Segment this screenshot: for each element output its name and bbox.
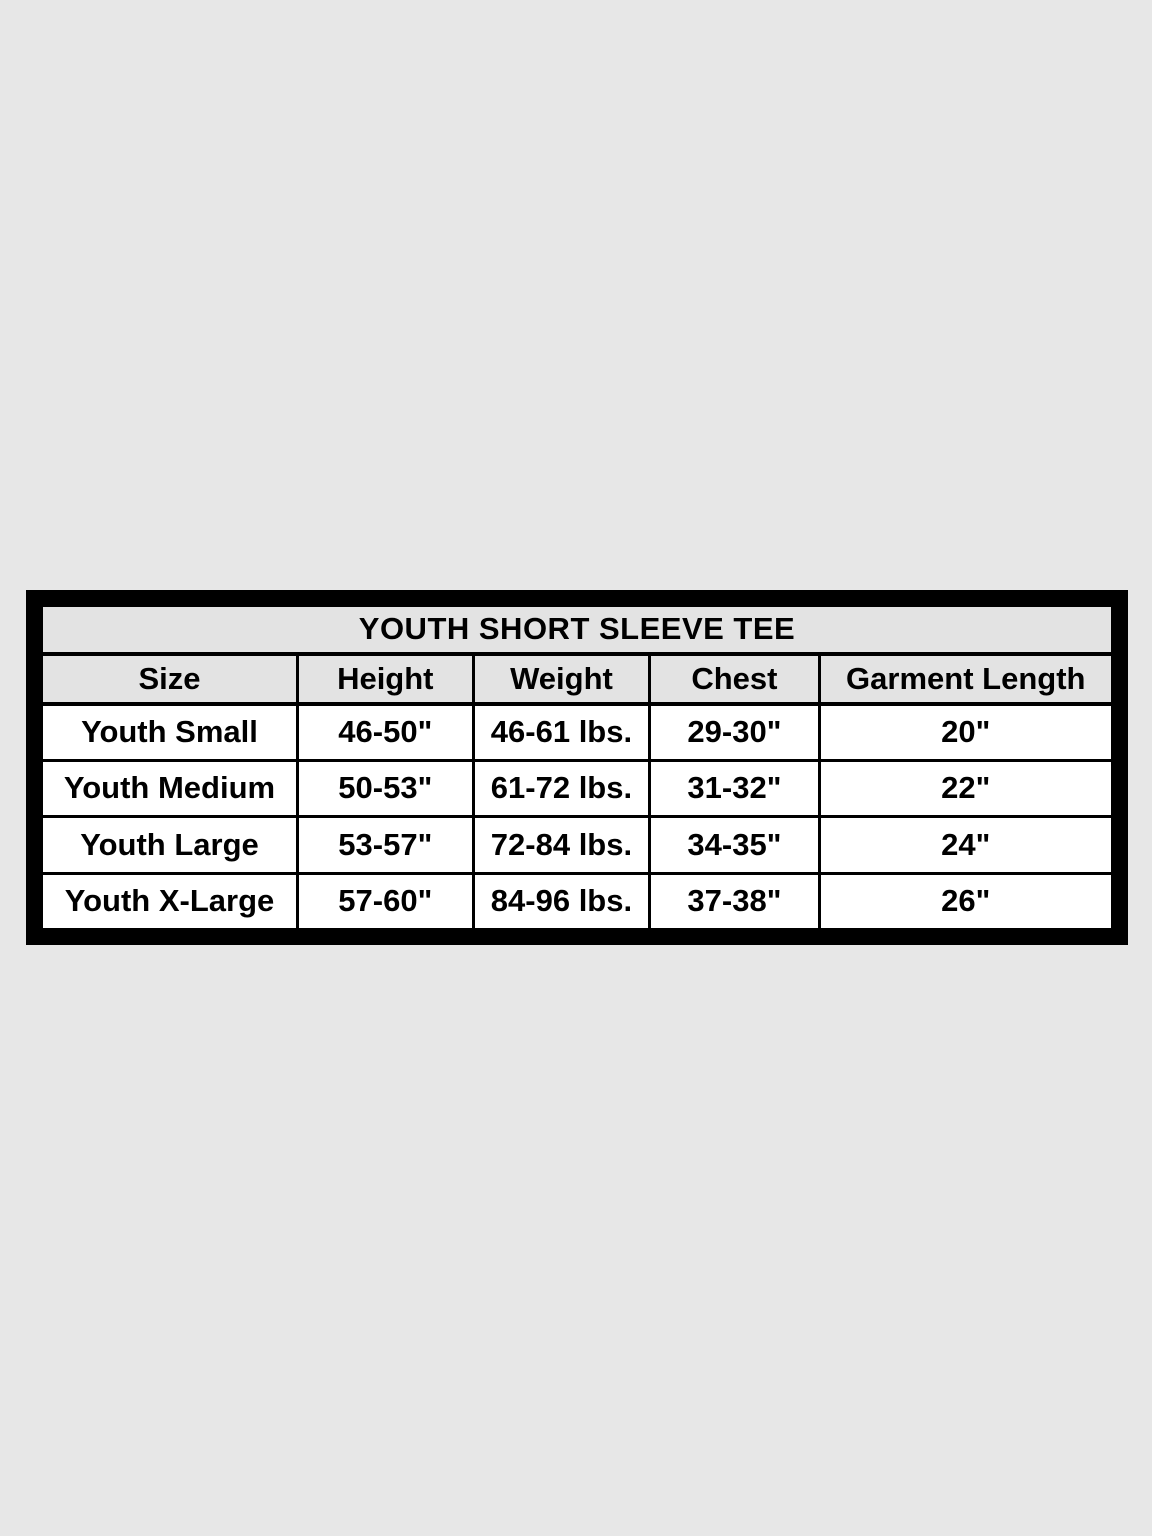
table-row-youth-medium	[42, 760, 1113, 817]
cell-chest: 34-35"	[650, 817, 819, 874]
cell-size: Youth Large	[42, 817, 298, 874]
table-row-youth-small	[42, 704, 1113, 761]
column-header-garment-length: Garment Length	[819, 654, 1112, 704]
cell-garment-length: 24"	[819, 817, 1112, 874]
table-row-youth-large	[42, 817, 1113, 874]
column-header-height: Height	[297, 654, 473, 704]
cell-height: 57-60"	[297, 873, 473, 930]
table-row-youth-x-large	[42, 873, 1113, 930]
cell-chest: 31-32"	[650, 760, 819, 817]
cell-size: Youth Medium	[42, 760, 298, 817]
cell-chest: 37-38"	[650, 873, 819, 930]
cell-height: 53-57"	[297, 817, 473, 874]
cell-weight: 61-72 lbs.	[473, 760, 650, 817]
cell-chest: 29-30"	[650, 704, 819, 761]
column-header-weight: Weight	[473, 654, 650, 704]
table-header-row	[42, 654, 1113, 704]
cell-weight: 84-96 lbs.	[473, 873, 650, 930]
cell-size: Youth X-Large	[42, 873, 298, 930]
size-chart-table	[26, 590, 1128, 945]
cell-height: 50-53"	[297, 760, 473, 817]
cell-size: Youth Small	[42, 704, 298, 761]
cell-weight: 72-84 lbs.	[473, 817, 650, 874]
table-title: YOUTH SHORT SLEEVE TEE	[42, 606, 1113, 654]
cell-garment-length: 26"	[819, 873, 1112, 930]
youth-tee-size-table	[40, 604, 1114, 931]
cell-weight: 46-61 lbs.	[473, 704, 650, 761]
cell-garment-length: 20"	[819, 704, 1112, 761]
column-header-size: Size	[42, 654, 298, 704]
column-header-chest: Chest	[650, 654, 819, 704]
table-title-row	[42, 606, 1113, 654]
cell-garment-length: 22"	[819, 760, 1112, 817]
cell-height: 46-50"	[297, 704, 473, 761]
